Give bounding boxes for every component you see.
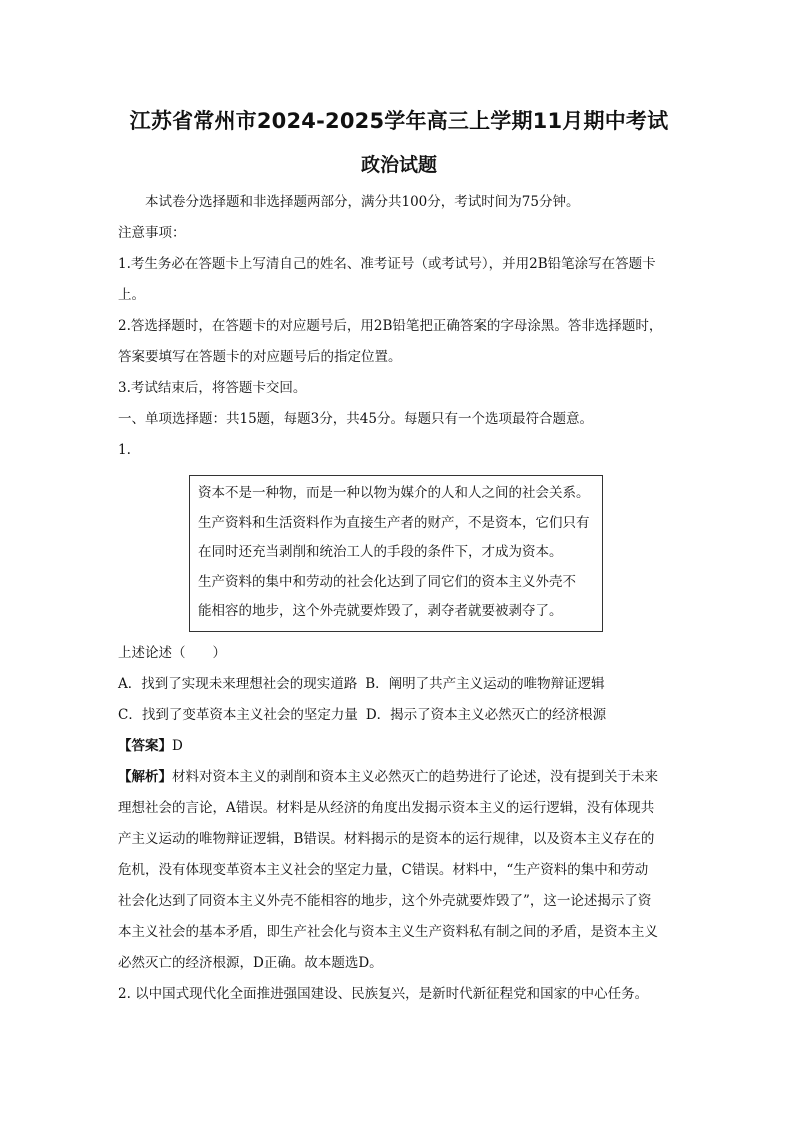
- analysis-line: 必然灭亡的经济根源，D正确。故本题选D。: [118, 954, 383, 971]
- analysis-line: [118, 762, 680, 793]
- quote-box: [189, 475, 603, 632]
- intro-paragraph: 本试卷分选择题和非选择题两部分，满分共100分，考试时间为75分钟。: [145, 194, 580, 210]
- analysis-tag: 【解析】: [118, 768, 172, 785]
- section-heading: 一、单项选择题：共15题，每题3分，共45分。每题只有一个选项最符合题意。: [118, 411, 593, 427]
- option-d: D．揭示了资本主义必然灭亡的经济根源: [365, 706, 607, 723]
- options-row-2: [118, 700, 680, 731]
- analysis-line: 理想社会的言论，A错误。材料是从经济的角度出发揭示资本主义的运行逻辑，没有体现共: [118, 799, 655, 816]
- analysis-text: 材料对资本主义的剥削和资本主义必然灭亡的趋势进行了论述，没有提到关于未来: [172, 768, 658, 785]
- document-subtitle: 政治试题: [360, 154, 437, 176]
- quote-line: 能相容的地步，这个外壳就要炸毁了，剥夺者就要被剥夺了。: [198, 603, 563, 619]
- quote-line: 在同时还充当剥削和统治工人的手段的条件下，才成为资本。: [198, 544, 563, 560]
- answer-value: D: [172, 737, 183, 754]
- notice-item: 3.考试结束后，将答题卡交回。: [118, 380, 307, 396]
- notice-item: 1.考生务必在答题卡上写清自己的姓名、准考证号（或考试号），并用2B铅笔涂写在答题卡: [118, 256, 656, 272]
- notice-item: 上。: [118, 287, 145, 303]
- option-a: A．找到了实现未来理想社会的现实道路: [118, 675, 358, 692]
- notice-item: 答案要填写在答题卡的对应题号后的指定位置。: [118, 349, 402, 365]
- option-c: C．找到了变革资本主义社会的坚定力量: [118, 706, 358, 723]
- document-title: 江苏省常州市2024-2025学年高三上学期11月期中考试: [129, 109, 669, 133]
- quote-line: 资本不是一种物，而是一种以物为媒介的人和人之间的社会关系。: [198, 485, 590, 501]
- notice-heading: 注意事项：: [118, 225, 186, 241]
- answer-tag: 【答案】: [118, 737, 172, 754]
- analysis-line: 社会化达到了同资本主义外壳不能相容的地步，这个外壳就要炸毁了”，这一论述揭示了资: [118, 892, 652, 909]
- analysis-line: 产主义运动的唯物辩证逻辑，B错误。材料揭示的是资本的运行规律，以及资本主义存在的: [118, 830, 655, 847]
- answer-line: [118, 731, 680, 762]
- question-number: 1.: [118, 442, 131, 458]
- document-page: [118, 100, 680, 1010]
- analysis-line: 危机，没有体现变革资本主义社会的坚定力量，C错误。材料中，“生产资料的集中和劳动: [118, 861, 649, 878]
- options-row-1: [118, 669, 680, 700]
- question-stem: 上述论述（ ）: [118, 644, 226, 661]
- quote-line: 生产资料的集中和劳动的社会化达到了同它们的资本主义外壳不: [198, 573, 576, 590]
- analysis-line: 本主义社会的基本矛盾，即生产社会化与资本主义生产资料私有制之间的矛盾，是资本主义: [118, 923, 658, 940]
- quote-line: 生产资料和生活资料作为直接生产者的财产，不是资本，它们只有: [198, 514, 590, 531]
- question-2-text: 2. 以中国式现代化全面推进强国建设、民族复兴，是新时代新征程党和国家的中心任务。: [118, 985, 649, 1002]
- notice-item: 2.答选择题时，在答题卡的对应题号后，用2B铅笔把正确答案的字母涂黑。答非选择题时，: [118, 318, 663, 334]
- option-b: B．阐明了共产主义运动的唯物辩证逻辑: [365, 675, 605, 692]
